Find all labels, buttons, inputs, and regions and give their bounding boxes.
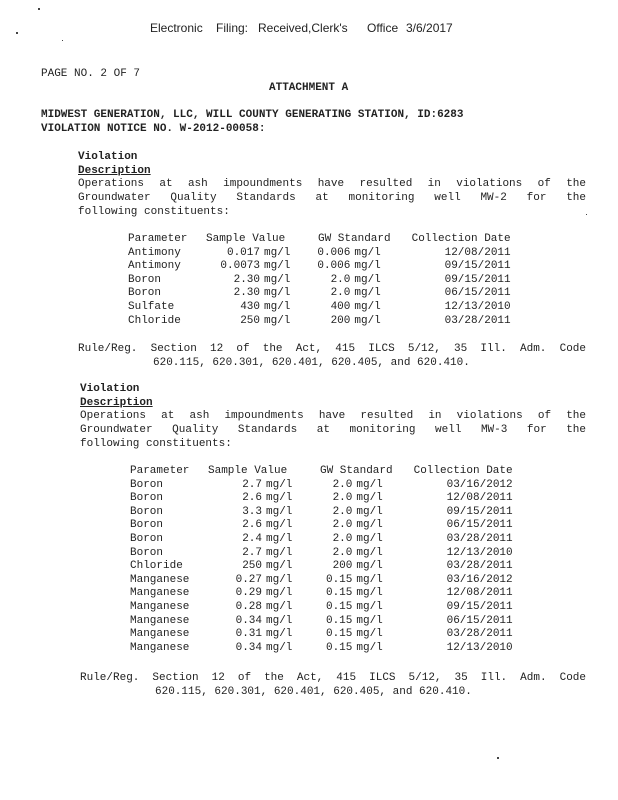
- table-row: [130, 615, 513, 629]
- description-line: Groundwater Quality Standards at monitoring well MW-2 for the: [78, 192, 586, 204]
- cell-sample-value: 0.34: [235, 614, 262, 627]
- scan-speck: [38, 8, 40, 10]
- cell-gw-unit: mg/l: [356, 600, 383, 613]
- stamp-received: Received,Clerk's: [258, 21, 348, 35]
- cell-parameter: Boron: [130, 492, 164, 505]
- scan-speck: [16, 32, 18, 34]
- cell-sample-unit: mg/l: [264, 246, 291, 259]
- cell-gw-unit: mg/l: [356, 519, 383, 532]
- cell-sample-value: 0.0073: [220, 260, 260, 273]
- cell-collection-date: 03/28/2011: [446, 560, 513, 573]
- cell-gw-standard: 2.0: [332, 492, 353, 505]
- cell-collection-date: 12/08/2011: [446, 587, 513, 600]
- header-sample-value: Sample Value: [206, 233, 286, 245]
- cell-sample-unit: mg/l: [266, 628, 293, 641]
- constituents-table: [128, 233, 511, 328]
- rule-reg-line: Rule/Reg. Section 12 of the Act, 415 ILCS 5/12, 35 Ill. Adm. Code: [80, 672, 586, 684]
- cell-sample-value: 250: [240, 314, 260, 327]
- cell-sample-unit: mg/l: [266, 492, 293, 505]
- cell-gw-unit: mg/l: [356, 573, 383, 586]
- cell-sample-unit: mg/l: [266, 587, 293, 600]
- table-row: [130, 560, 513, 574]
- cell-gw-standard: 2.0: [332, 505, 353, 518]
- cell-parameter: Manganese: [130, 641, 190, 654]
- cell-sample-value: 0.28: [235, 600, 262, 613]
- cell-sample-value: 0.017: [226, 246, 260, 259]
- cell-sample-unit: mg/l: [266, 532, 293, 545]
- cell-gw-unit: mg/l: [356, 546, 383, 559]
- table-header-row: [128, 233, 511, 247]
- cell-sample-unit: mg/l: [266, 600, 293, 613]
- cell-gw-standard: 400: [330, 300, 351, 313]
- rule-reg-line: 620.115, 620.301, 620.401, 620.405, and 620.410.: [153, 357, 470, 369]
- rule-reg-line: 620.115, 620.301, 620.401, 620.405, and 620.410.: [155, 686, 472, 698]
- table-row: [130, 601, 513, 615]
- cell-sample-unit: mg/l: [266, 505, 293, 518]
- table-row: [130, 628, 513, 642]
- table-row: [130, 479, 513, 493]
- cell-sample-unit: mg/l: [266, 560, 293, 573]
- header-gw-standard: GW Standard: [320, 465, 393, 477]
- cell-sample-value: 2.30: [233, 273, 260, 286]
- description-heading: Description: [78, 165, 151, 177]
- cell-sample-value: 0.31: [235, 628, 262, 641]
- cell-parameter: Boron: [130, 519, 164, 532]
- cell-collection-date: 06/15/2011: [446, 519, 513, 532]
- cell-parameter: Manganese: [130, 573, 190, 586]
- cell-gw-standard: 200: [330, 314, 351, 327]
- cell-gw-unit: mg/l: [354, 260, 381, 273]
- cell-gw-standard: 2.0: [332, 478, 353, 491]
- cell-sample-value: 250: [242, 560, 262, 573]
- cell-sample-value: 2.7: [242, 546, 262, 559]
- cell-sample-unit: mg/l: [266, 641, 293, 654]
- cell-parameter: Boron: [130, 532, 164, 545]
- stamp-electronic: Electronic: [150, 21, 203, 35]
- cell-collection-date: 06/15/2011: [444, 287, 511, 300]
- header-parameter: Parameter: [130, 465, 190, 477]
- cell-sample-value: 0.34: [235, 641, 262, 654]
- cell-gw-standard: 2.0: [330, 287, 351, 300]
- cell-parameter: Manganese: [130, 587, 190, 600]
- table-row: [128, 274, 511, 288]
- table-row: [130, 642, 513, 656]
- cell-parameter: Manganese: [130, 628, 190, 641]
- cell-gw-standard: 2.0: [332, 546, 353, 559]
- cell-sample-unit: mg/l: [266, 478, 293, 491]
- cell-gw-standard: 0.15: [325, 614, 353, 627]
- stamp-filing: Filing:: [216, 21, 249, 35]
- attachment-title: ATTACHMENT A: [269, 82, 349, 94]
- cell-gw-unit: mg/l: [356, 628, 383, 641]
- cell-parameter: Antimony: [128, 246, 181, 259]
- cell-parameter: Antimony: [128, 260, 181, 273]
- cell-gw-standard: 0.006: [317, 246, 351, 259]
- cell-sample-value: 0.29: [235, 587, 262, 600]
- cell-gw-unit: mg/l: [356, 492, 383, 505]
- cell-gw-unit: mg/l: [356, 560, 383, 573]
- cell-parameter: Chloride: [130, 560, 183, 573]
- cell-sample-value: 430: [240, 300, 260, 313]
- cell-collection-date: 03/28/2011: [446, 628, 513, 641]
- cell-sample-value: 2.6: [242, 519, 262, 532]
- description-line: Groundwater Quality Standards at monitoring well MW-3 for the: [80, 424, 586, 436]
- constituents-table: [130, 465, 513, 655]
- cell-collection-date: 12/13/2010: [446, 546, 513, 559]
- description-line: Operations at ash impoundments have resulted in violations of the: [78, 178, 586, 190]
- cell-collection-date: 09/15/2011: [446, 600, 513, 613]
- rule-reg-line: Rule/Reg. Section 12 of the Act, 415 ILCS 5/12, 35 Ill. Adm. Code: [78, 343, 586, 355]
- cell-gw-unit: mg/l: [354, 287, 381, 300]
- cell-gw-standard: 2.0: [332, 519, 353, 532]
- table-row: [130, 492, 513, 506]
- cell-gw-standard: 2.0: [330, 273, 351, 286]
- cell-gw-standard: 200: [332, 560, 353, 573]
- cell-sample-unit: mg/l: [264, 287, 291, 300]
- cell-sample-value: 2.4: [242, 532, 262, 545]
- stamp-office: Office: [367, 21, 399, 35]
- description-line: following constituents:: [78, 206, 230, 218]
- scan-speck: [497, 757, 499, 759]
- cell-collection-date: 12/08/2011: [446, 492, 513, 505]
- cell-parameter: Boron: [128, 287, 162, 300]
- scan-speck: [62, 40, 63, 41]
- cell-gw-unit: mg/l: [356, 478, 383, 491]
- header-sample-value: Sample Value: [208, 465, 288, 477]
- cell-gw-standard: 2.0: [332, 532, 353, 545]
- cell-gw-standard: 0.15: [325, 600, 353, 613]
- cell-gw-unit: mg/l: [356, 587, 383, 600]
- cell-collection-date: 09/15/2011: [444, 260, 511, 273]
- cell-collection-date: 03/16/2012: [446, 478, 513, 491]
- cell-gw-unit: mg/l: [354, 246, 381, 259]
- description-line: following constituents:: [80, 438, 232, 450]
- table-row: [130, 506, 513, 520]
- cell-collection-date: 06/15/2011: [446, 614, 513, 627]
- cell-sample-unit: mg/l: [266, 573, 293, 586]
- cell-collection-date: 12/08/2011: [444, 246, 511, 259]
- table-row: [130, 533, 513, 547]
- cell-sample-unit: mg/l: [264, 314, 291, 327]
- cell-gw-unit: mg/l: [356, 505, 383, 518]
- cell-sample-value: 3.3: [242, 505, 262, 518]
- cell-gw-unit: mg/l: [356, 641, 383, 654]
- cell-collection-date: 12/13/2010: [446, 641, 513, 654]
- table-row: [128, 247, 511, 261]
- description-line: Operations at ash impoundments have resulted in violations of the: [80, 410, 586, 422]
- cell-sample-value: 2.6: [242, 492, 262, 505]
- cell-gw-unit: mg/l: [354, 273, 381, 286]
- cell-gw-standard: 0.15: [325, 641, 353, 654]
- table-row: [130, 547, 513, 561]
- cell-sample-value: 2.30: [233, 287, 260, 300]
- cell-gw-standard: 0.15: [325, 587, 353, 600]
- cell-sample-unit: mg/l: [264, 260, 291, 273]
- stamp-date: 3/6/2017: [406, 21, 453, 35]
- cell-sample-unit: mg/l: [266, 546, 293, 559]
- page-number: PAGE NO. 2 OF 7: [41, 68, 141, 80]
- cell-parameter: Boron: [130, 478, 164, 491]
- cell-parameter: Boron: [130, 505, 164, 518]
- cell-gw-unit: mg/l: [354, 314, 381, 327]
- cell-parameter: Boron: [130, 546, 164, 559]
- cell-parameter: Chloride: [128, 314, 181, 327]
- cell-gw-standard: 0.15: [325, 628, 353, 641]
- notice-line: VIOLATION NOTICE NO. W-2012-00058:: [41, 123, 266, 135]
- table-header-row: [130, 465, 513, 479]
- company-line: MIDWEST GENERATION, LLC, WILL COUNTY GENERATING STATION, ID:6283: [41, 109, 464, 121]
- cell-collection-date: 09/15/2011: [444, 273, 511, 286]
- violation-heading: Violation: [78, 151, 138, 163]
- description-heading: Description: [80, 397, 153, 409]
- cell-sample-value: 0.27: [235, 573, 262, 586]
- header-parameter: Parameter: [128, 233, 188, 245]
- cell-sample-unit: mg/l: [264, 300, 291, 313]
- cell-sample-unit: mg/l: [266, 519, 293, 532]
- cell-collection-date: 03/28/2011: [444, 314, 511, 327]
- cell-collection-date: 03/16/2012: [446, 573, 513, 586]
- table-row: [128, 301, 511, 315]
- table-row: [128, 260, 511, 274]
- table-row: [130, 519, 513, 533]
- cell-parameter: Boron: [128, 273, 162, 286]
- cell-gw-standard: 0.006: [317, 260, 351, 273]
- cell-gw-unit: mg/l: [356, 532, 383, 545]
- cell-gw-unit: mg/l: [354, 300, 381, 313]
- cell-gw-unit: mg/l: [356, 614, 383, 627]
- header-collection-date: Collection Date: [411, 233, 511, 245]
- table-row: [128, 287, 511, 301]
- cell-parameter: Manganese: [130, 614, 190, 627]
- cell-sample-unit: mg/l: [266, 614, 293, 627]
- header-gw-standard: GW Standard: [318, 233, 391, 245]
- table-row: [128, 315, 511, 329]
- cell-collection-date: 03/28/2011: [446, 532, 513, 545]
- table-row: [130, 587, 513, 601]
- cell-parameter: Manganese: [130, 600, 190, 613]
- violation-heading: Violation: [80, 383, 140, 395]
- cell-sample-value: 2.7: [242, 478, 262, 491]
- cell-parameter: Sulfate: [128, 300, 175, 313]
- cell-sample-unit: mg/l: [264, 273, 291, 286]
- header-collection-date: Collection Date: [413, 465, 513, 477]
- cell-collection-date: 09/15/2011: [446, 505, 513, 518]
- scan-speck: [586, 214, 587, 215]
- cell-gw-standard: 0.15: [325, 573, 353, 586]
- table-row: [130, 574, 513, 588]
- cell-collection-date: 12/13/2010: [444, 300, 511, 313]
